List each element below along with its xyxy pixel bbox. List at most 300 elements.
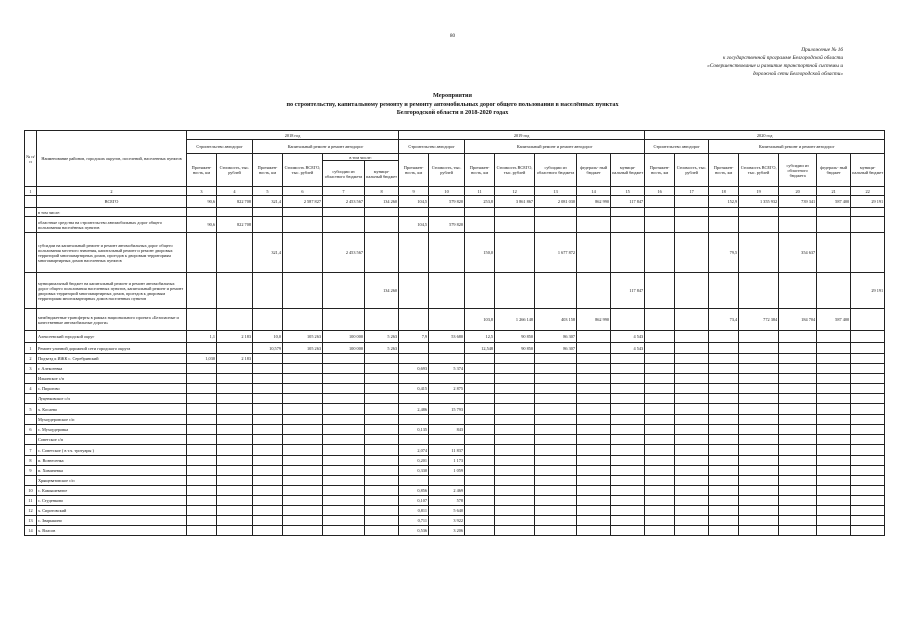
value-cell <box>779 343 817 354</box>
value-cell <box>253 526 283 536</box>
value-cell <box>611 496 645 506</box>
value-cell: 354 637 <box>779 233 817 273</box>
value-cell <box>365 425 399 435</box>
value-cell <box>323 415 365 425</box>
value-cell: 822 708 <box>217 217 253 233</box>
table-row <box>25 506 885 516</box>
value-cell: 4 543 <box>611 331 645 343</box>
value-cell <box>535 384 577 394</box>
value-cell: 104,5 <box>399 196 429 208</box>
row-number-cell <box>25 415 37 425</box>
value-cell <box>611 526 645 536</box>
value-cell <box>851 476 885 486</box>
value-cell <box>495 374 535 384</box>
row-number-cell: 6 <box>25 425 37 435</box>
value-cell <box>217 476 253 486</box>
year-2018-header: 2018 год <box>187 131 399 140</box>
cost-total-header: Стоимость ВСЕГО, тыс. рублей <box>283 154 323 187</box>
value-cell <box>779 435 817 445</box>
value-cell <box>187 466 217 476</box>
row-number-cell: 4 <box>25 384 37 394</box>
value-cell <box>675 476 709 486</box>
value-cell <box>645 273 675 309</box>
construction-header: Строительство автодорог <box>187 140 253 154</box>
value-cell <box>217 208 253 217</box>
value-cell: 105 263 <box>283 331 323 343</box>
row-number-cell <box>25 217 37 233</box>
value-cell <box>283 384 323 394</box>
table-row <box>25 476 885 486</box>
value-cell: 0,811 <box>399 506 429 516</box>
value-cell <box>577 331 611 343</box>
value-cell <box>779 506 817 516</box>
table-row <box>25 394 885 404</box>
cost-header: Стоимость, тыс. рублей <box>675 154 709 187</box>
value-cell: 0,856 <box>399 486 429 496</box>
value-cell: 104,5 <box>399 217 429 233</box>
value-cell <box>611 217 645 233</box>
value-cell <box>779 331 817 343</box>
value-cell <box>675 466 709 476</box>
capital-repair-header: Капитальный ремонт и ремонт автодорог <box>709 140 885 154</box>
value-cell <box>739 394 779 404</box>
value-cell <box>851 384 885 394</box>
value-cell: 7,9 <box>399 331 429 343</box>
value-cell <box>283 496 323 506</box>
value-cell <box>611 466 645 476</box>
value-cell <box>709 415 739 425</box>
cost-header: Стоимость, тыс. рублей <box>217 154 253 187</box>
value-cell <box>645 217 675 233</box>
table-row <box>25 415 885 425</box>
value-cell <box>709 435 739 445</box>
row-number-cell: 1 <box>25 343 37 354</box>
value-cell <box>675 384 709 394</box>
length-header: Протяжен- ность, км <box>709 154 739 187</box>
value-cell <box>465 435 495 445</box>
value-cell: 5 263 <box>365 331 399 343</box>
value-cell <box>739 208 779 217</box>
column-number-cell: 12 <box>495 187 535 196</box>
row-number-cell <box>25 196 37 208</box>
value-cell <box>739 374 779 384</box>
value-cell <box>283 217 323 233</box>
value-cell <box>495 415 535 425</box>
value-cell <box>323 404 365 415</box>
value-cell <box>187 384 217 394</box>
value-cell: 253,8 <box>465 196 495 208</box>
row-name-cell: ВСЕГО <box>37 196 187 208</box>
value-cell <box>645 506 675 516</box>
value-cell <box>217 456 253 466</box>
value-cell <box>217 415 253 425</box>
row-number-cell: 14 <box>25 526 37 536</box>
value-cell <box>365 476 399 486</box>
value-cell <box>645 364 675 374</box>
value-cell <box>645 425 675 435</box>
value-cell: 2,486 <box>399 404 429 415</box>
table-row <box>25 526 885 536</box>
value-cell <box>283 273 323 309</box>
value-cell <box>675 435 709 445</box>
row-number-cell <box>25 435 37 445</box>
value-cell <box>675 196 709 208</box>
value-cell <box>217 425 253 435</box>
value-cell <box>779 425 817 435</box>
value-cell <box>283 208 323 217</box>
value-cell <box>779 516 817 526</box>
value-cell <box>709 208 739 217</box>
value-cell <box>645 435 675 445</box>
value-cell <box>495 526 535 536</box>
value-cell <box>495 217 535 233</box>
cost-total-header: Стоимость ВСЕГО, тыс. рублей <box>739 154 779 187</box>
row-name-cell: Советское с/п <box>37 435 187 445</box>
value-cell <box>709 496 739 506</box>
value-cell <box>217 486 253 496</box>
value-cell: 403 158 <box>535 309 577 331</box>
value-cell <box>817 374 851 384</box>
value-cell <box>217 343 253 354</box>
row-name-cell: с. Советское ( в т.ч. тротуары ) <box>37 445 187 456</box>
value-cell <box>323 486 365 496</box>
construction-header: Строительство автодорог <box>399 140 465 154</box>
value-cell <box>817 496 851 506</box>
value-cell <box>187 456 217 466</box>
value-cell <box>739 217 779 233</box>
value-cell <box>535 435 577 445</box>
value-cell <box>675 486 709 496</box>
value-cell <box>365 445 399 456</box>
value-cell <box>187 415 217 425</box>
length-header: Протяжен- ность, км <box>465 154 495 187</box>
value-cell <box>187 394 217 404</box>
value-cell <box>739 516 779 526</box>
value-cell <box>253 309 283 331</box>
table-row <box>25 516 885 526</box>
column-number-cell: 19 <box>739 187 779 196</box>
value-cell <box>611 506 645 516</box>
value-cell <box>429 415 465 425</box>
value-cell <box>817 486 851 496</box>
value-cell <box>365 435 399 445</box>
value-cell <box>399 394 429 404</box>
value-cell <box>217 404 253 415</box>
value-cell: 1 266 148 <box>495 309 535 331</box>
value-cell <box>217 233 253 273</box>
value-cell <box>253 496 283 506</box>
value-cell <box>217 516 253 526</box>
column-number-cell: 4 <box>217 187 253 196</box>
value-cell <box>779 217 817 233</box>
value-cell: 862 990 <box>577 309 611 331</box>
value-cell <box>465 404 495 415</box>
value-cell: 29 191 <box>851 273 885 309</box>
value-cell: 1,1 <box>187 331 217 343</box>
value-cell <box>817 516 851 526</box>
value-cell <box>399 233 429 273</box>
row-name-cell: х. Сиротовский <box>37 506 187 516</box>
value-cell: 134 260 <box>365 196 399 208</box>
value-cell <box>283 435 323 445</box>
value-cell: 3 922 <box>429 516 465 526</box>
value-cell <box>577 233 611 273</box>
column-number-cell: 5 <box>253 187 283 196</box>
value-cell <box>577 217 611 233</box>
value-cell <box>535 445 577 456</box>
value-cell <box>577 526 611 536</box>
value-cell <box>611 486 645 496</box>
value-cell <box>187 496 217 506</box>
value-cell: 90,6 <box>187 196 217 208</box>
value-cell <box>535 425 577 435</box>
value-cell: 2 469 <box>429 486 465 496</box>
value-cell <box>465 526 495 536</box>
row-name-cell: Хрящеватовское с/п <box>37 476 187 486</box>
value-cell <box>779 404 817 415</box>
value-cell <box>535 476 577 486</box>
including-header: в том числе: <box>323 154 399 161</box>
value-cell <box>709 516 739 526</box>
table-row <box>25 343 885 354</box>
value-cell <box>817 331 851 343</box>
value-cell <box>645 233 675 273</box>
value-cell: 150,0 <box>465 233 495 273</box>
value-cell <box>283 445 323 456</box>
value-cell <box>187 364 217 374</box>
value-cell <box>779 364 817 374</box>
value-cell <box>187 273 217 309</box>
value-cell <box>675 456 709 466</box>
value-cell <box>323 384 365 394</box>
value-cell <box>465 456 495 466</box>
value-cell <box>365 384 399 394</box>
value-cell <box>675 273 709 309</box>
value-cell <box>645 196 675 208</box>
value-cell: 2 081 030 <box>535 196 577 208</box>
value-cell <box>779 208 817 217</box>
table-body <box>25 196 885 536</box>
value-cell <box>739 445 779 456</box>
value-cell <box>675 343 709 354</box>
value-cell <box>817 466 851 476</box>
value-cell: 12,548 <box>465 343 495 354</box>
value-cell <box>851 404 885 415</box>
value-cell <box>817 233 851 273</box>
value-cell <box>851 331 885 343</box>
value-cell <box>399 208 429 217</box>
value-cell <box>739 331 779 343</box>
value-cell <box>739 456 779 466</box>
column-numbers-row <box>25 187 885 196</box>
value-cell <box>323 445 365 456</box>
value-cell <box>675 208 709 217</box>
appendix-line: «Совершенствование и развитие транспортной системы и <box>707 63 843 69</box>
value-cell <box>535 466 577 476</box>
value-cell <box>253 425 283 435</box>
column-number-cell: 21 <box>817 187 851 196</box>
value-cell <box>283 364 323 374</box>
column-number-cell: 2 <box>37 187 187 196</box>
value-cell <box>323 476 365 486</box>
value-cell <box>675 354 709 364</box>
value-cell: 862 990 <box>577 196 611 208</box>
value-cell: 4 543 <box>611 343 645 354</box>
value-cell <box>739 506 779 516</box>
value-cell <box>187 526 217 536</box>
value-cell: 73,4 <box>709 309 739 331</box>
value-cell <box>283 309 323 331</box>
value-cell <box>817 425 851 435</box>
value-cell <box>675 506 709 516</box>
row-number-cell: 10 <box>25 486 37 496</box>
row-number-cell: 5 <box>25 404 37 415</box>
value-cell <box>709 486 739 496</box>
municipal-header: муници- пальный бюджет <box>611 154 645 187</box>
value-cell <box>645 526 675 536</box>
value-cell <box>465 425 495 435</box>
value-cell <box>611 415 645 425</box>
value-cell <box>535 456 577 466</box>
value-cell <box>739 496 779 506</box>
column-number-cell: 13 <box>535 187 577 196</box>
value-cell <box>535 354 577 364</box>
value-cell: 5 640 <box>429 506 465 516</box>
row-name-cell: муниципальный бюджет на капитальный ремонт и ремонт автомобильных дорог общего пользования населенных пунктов, капитальный ремонт и ремонт дворовых территорий многоквартирных домов, проездов к дворовым территориям многоквартирных домов населенных пунктов <box>37 273 187 309</box>
value-cell <box>611 208 645 217</box>
value-cell <box>675 309 709 331</box>
value-cell: 843 <box>429 425 465 435</box>
value-cell: 0,107 <box>399 496 429 506</box>
value-cell: 1 355 932 <box>739 196 779 208</box>
value-cell <box>283 506 323 516</box>
value-cell <box>465 476 495 486</box>
value-cell <box>495 354 535 364</box>
value-cell: 10,0 <box>253 331 283 343</box>
value-cell <box>577 516 611 526</box>
row-name-cell: с. Камышеватое <box>37 486 187 496</box>
value-cell <box>323 364 365 374</box>
value-cell <box>365 516 399 526</box>
value-cell <box>611 374 645 384</box>
value-cell <box>851 496 885 506</box>
value-cell <box>217 309 253 331</box>
value-cell <box>577 354 611 364</box>
value-cell: 117 847 <box>611 196 645 208</box>
table-row <box>25 445 885 456</box>
value-cell <box>851 309 885 331</box>
value-cell <box>323 394 365 404</box>
value-cell <box>283 404 323 415</box>
value-cell <box>365 526 399 536</box>
value-cell <box>577 486 611 496</box>
value-cell <box>283 233 323 273</box>
table-row <box>25 217 885 233</box>
value-cell <box>323 496 365 506</box>
value-cell <box>495 384 535 394</box>
value-cell <box>495 496 535 506</box>
value-cell <box>253 506 283 516</box>
column-number-cell: 7 <box>323 187 365 196</box>
value-cell <box>253 273 283 309</box>
municipal-header: муници- пальный бюджет <box>365 161 399 187</box>
value-cell <box>739 466 779 476</box>
value-cell: 53 680 <box>429 331 465 343</box>
table-row <box>25 435 885 445</box>
value-cell <box>817 364 851 374</box>
value-cell <box>851 506 885 516</box>
value-cell <box>253 364 283 374</box>
value-cell: 739 341 <box>779 196 817 208</box>
value-cell <box>577 404 611 415</box>
value-cell <box>675 445 709 456</box>
value-cell <box>645 456 675 466</box>
row-number-cell <box>25 394 37 404</box>
value-cell <box>465 354 495 364</box>
value-cell <box>253 354 283 364</box>
row-number-cell: 8 <box>25 456 37 466</box>
value-cell <box>611 435 645 445</box>
value-cell <box>611 404 645 415</box>
value-cell <box>283 415 323 425</box>
value-cell <box>187 374 217 384</box>
value-cell <box>465 394 495 404</box>
appendix-line: дорожной сети Белгородской области» <box>752 71 843 77</box>
table-row <box>25 273 885 309</box>
table-row <box>25 456 885 466</box>
value-cell <box>779 273 817 309</box>
value-cell <box>365 415 399 425</box>
row-number-cell: 7 <box>25 445 37 456</box>
value-cell <box>535 404 577 415</box>
value-cell <box>645 445 675 456</box>
value-cell <box>577 496 611 506</box>
value-cell <box>283 354 323 364</box>
row-name-cell: Подъезд к ИЖК с. Серебрянский <box>37 354 187 364</box>
value-cell <box>709 354 739 364</box>
value-cell <box>253 415 283 425</box>
title-line: Мероприятия <box>433 92 472 99</box>
value-cell <box>535 374 577 384</box>
row-number-cell <box>25 374 37 384</box>
value-cell <box>817 456 851 466</box>
cost-header: Стоимость, тыс. рублей <box>429 154 465 187</box>
value-cell <box>323 506 365 516</box>
value-cell: 29 191 <box>851 196 885 208</box>
value-cell <box>365 506 399 516</box>
row-name-cell: Луценковское с/п <box>37 394 187 404</box>
value-cell: 103,8 <box>465 309 495 331</box>
value-cell <box>817 217 851 233</box>
row-name-cell: п. Химичевка <box>37 466 187 476</box>
value-cell <box>611 354 645 364</box>
value-cell <box>577 273 611 309</box>
value-cell <box>577 384 611 394</box>
value-cell <box>817 404 851 415</box>
column-number-cell: 8 <box>365 187 399 196</box>
value-cell <box>495 506 535 516</box>
value-cell: 100 000 <box>323 343 365 354</box>
value-cell: 3 206 <box>429 526 465 536</box>
value-cell <box>365 404 399 415</box>
value-cell <box>399 476 429 486</box>
value-cell <box>365 496 399 506</box>
row-name-cell: Алексеевский городской округ <box>37 331 187 343</box>
value-cell <box>253 456 283 466</box>
value-cell <box>465 466 495 476</box>
value-cell: 1 173 <box>429 456 465 466</box>
value-cell <box>851 526 885 536</box>
